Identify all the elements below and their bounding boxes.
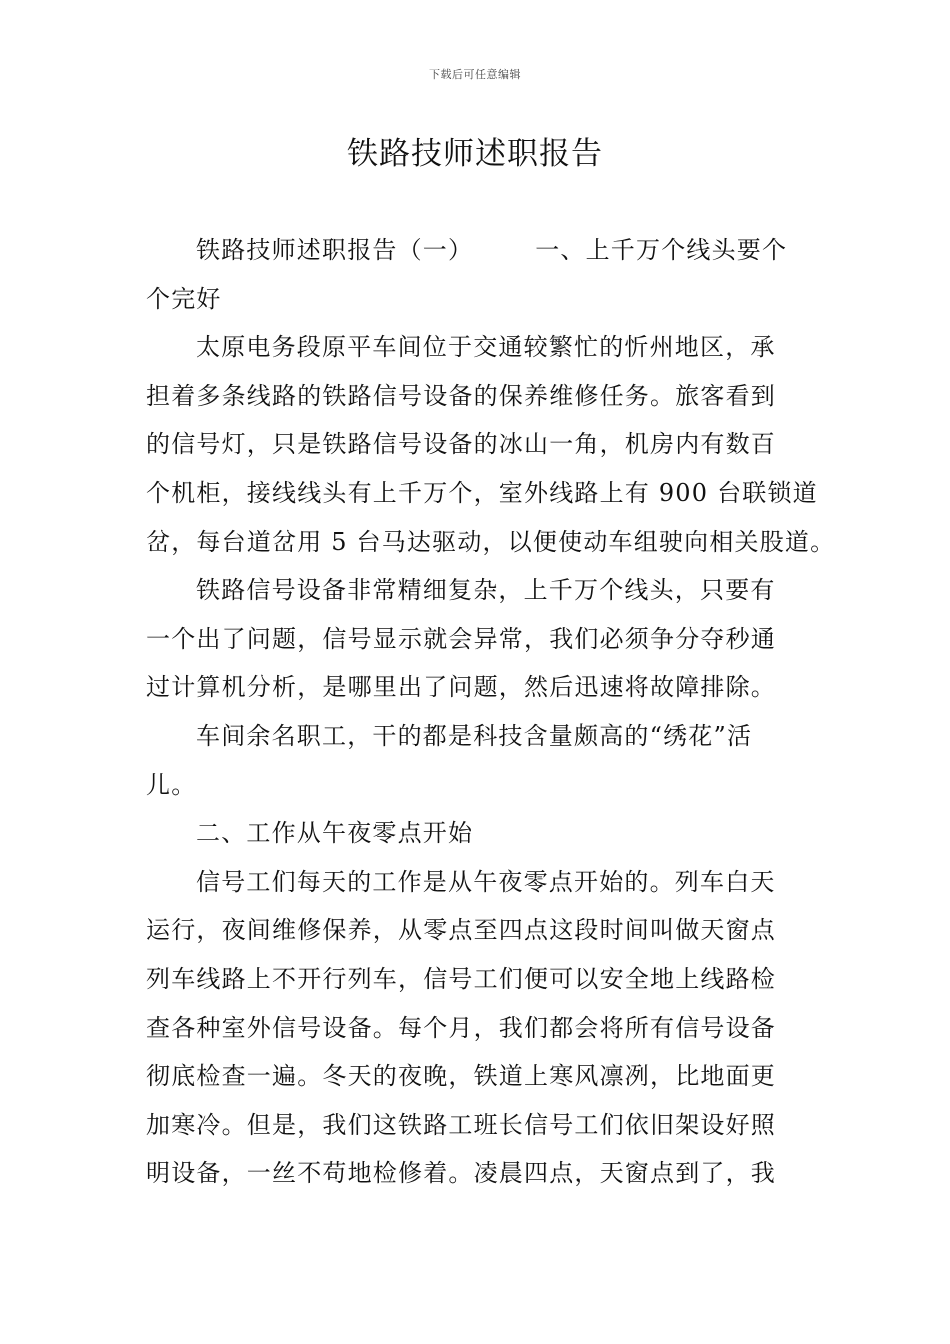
body-line: 铁路信号设备非常精细复杂，上千万个线头，只要有	[196, 576, 776, 605]
document-body	[146, 226, 836, 1198]
body-line: 个机柜，接线线头有上千万个，室外线路上有 900 台联锁道	[146, 478, 818, 507]
section-heading: 一、上千万个线头要个	[535, 236, 788, 264]
body-line: 的信号灯，只是铁路信号设备的冰山一角，机房内有数百	[146, 430, 776, 459]
body-line: 列车线路上不开行列车，信号工们便可以安全地上线路检	[146, 964, 776, 993]
body-line: 一个出了问题，信号显示就会异常，我们必须争分夺秒通	[146, 624, 776, 653]
body-line: 过计算机分析，是哪里出了问题，然后迅速将故障排除。	[146, 673, 776, 702]
body-line: 个完好	[146, 284, 222, 313]
body-line: 儿。	[146, 770, 197, 799]
body-line: 车间余名职工，干的都是科技含量颇高的“绣花”活	[196, 721, 753, 750]
body-line	[146, 226, 808, 275]
body-line: 太原电务段原平车间位于交通较繁忙的忻州地区，承	[196, 333, 776, 362]
section-heading: 铁路技师述职报告（一）	[196, 236, 474, 264]
document-title: 铁路技师述职报告	[347, 136, 603, 172]
section-heading: 二、工作从午夜零点开始	[196, 819, 474, 848]
body-line: 信号工们每天的工作是从午夜零点开始的。列车白天	[196, 867, 776, 896]
page-header: 下载后可任意编辑	[429, 68, 521, 81]
body-line: 查各种室外信号设备。每个月，我们都会将所有信号设备	[146, 1013, 776, 1042]
body-line: 担着多条线路的铁路信号设备的保养维修任务。旅客看到	[146, 381, 776, 410]
body-line: 岔，每台道岔用 5 台马达驱动，以便使动车组驶向相关股道。	[146, 527, 836, 556]
body-line: 加寒冷。但是，我们这铁路工班长信号工们依旧架设好照	[146, 1110, 776, 1139]
body-line: 明设备，一丝不苟地检修着。凌晨四点，天窗点到了，我	[146, 1159, 776, 1188]
body-line: 彻底检查一遍。冬天的夜晚，铁道上寒风凛冽，比地面更	[146, 1062, 776, 1091]
body-line: 运行，夜间维修保养，从零点至四点这段时间叫做天窗点	[146, 916, 776, 945]
